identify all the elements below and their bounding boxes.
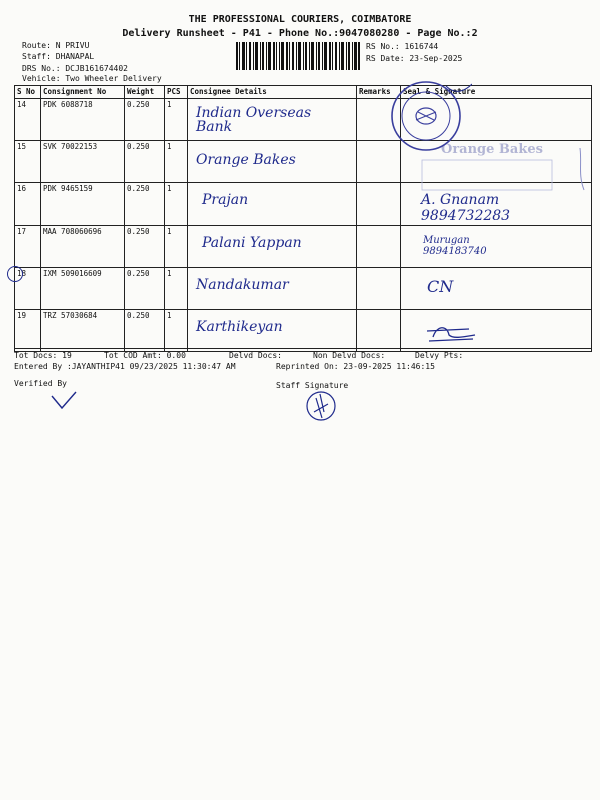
cell-sno: 17	[15, 226, 41, 268]
signature-handwriting: CN	[427, 277, 454, 296]
cell-pcs: 1	[165, 268, 188, 310]
cell-remarks	[357, 183, 401, 226]
cell-consignment: MAA 708060696	[41, 226, 125, 268]
table-row	[15, 226, 592, 268]
consignee-handwriting: Prajan	[202, 192, 249, 208]
table-row	[15, 99, 592, 141]
col-header-weight: Weight	[125, 86, 165, 99]
col-header-consignment: Consignment No	[41, 86, 125, 99]
barcode-image	[236, 42, 360, 70]
cell-sno: 15	[15, 141, 41, 183]
cell-weight: 0.250	[125, 226, 165, 268]
orange-bakes-stamp	[420, 144, 590, 196]
cell-pcs: 1	[165, 310, 188, 352]
cell-remarks	[357, 268, 401, 310]
cell-sno: 19	[15, 310, 41, 352]
cell-pcs: 1	[165, 226, 188, 268]
cell-signature	[401, 268, 592, 310]
route-label: Route: N PRIVU	[22, 41, 90, 50]
staff-label: Staff: DHANAPAL	[22, 52, 95, 61]
cell-remarks	[357, 226, 401, 268]
consignee-handwriting: Palani Yappan	[202, 235, 302, 251]
cell-signature	[401, 226, 592, 268]
cell-weight: 0.250	[125, 99, 165, 141]
table-row	[15, 268, 592, 310]
cell-consignment: IXM 509016609	[41, 268, 125, 310]
total-cod-amount: Tot COD Amt: 0.00	[104, 351, 186, 360]
cell-remarks	[357, 310, 401, 352]
consignee-handwriting: Orange Bakes	[196, 152, 296, 168]
cell-consignee	[188, 99, 357, 141]
non-delivered-docs: Non Delvd Docs:	[313, 351, 386, 360]
verified-by-label: Verified By	[14, 379, 67, 388]
cell-consignment: TRZ 57030684	[41, 310, 125, 352]
cell-weight: 0.250	[125, 310, 165, 352]
verified-tick-mark	[50, 390, 80, 412]
footer-divider	[14, 348, 591, 349]
circle-mark	[7, 266, 23, 282]
document-title: THE PROFESSIONAL COURIERS, COIMBATORE	[188, 14, 412, 25]
consignee-handwriting: Nandakumar	[196, 277, 289, 293]
cell-consignee	[188, 268, 357, 310]
row-sno: 18	[17, 269, 27, 278]
cell-consignment: SVK 70022153	[41, 141, 125, 183]
cell-weight: 0.250	[125, 183, 165, 226]
cell-sno	[15, 268, 41, 310]
col-header-signature: Seal & Signature	[401, 86, 592, 99]
cell-consignee	[188, 183, 357, 226]
staff-signature-mark	[304, 390, 340, 424]
orange-bakes-stamp-text: Orange Bakes	[441, 142, 543, 157]
cell-signature	[401, 310, 592, 352]
cell-consignment: PDK 6088718	[41, 99, 125, 141]
col-header-pcs: PCS	[165, 86, 188, 99]
runsheet-table	[14, 85, 592, 352]
cell-sno: 14	[15, 99, 41, 141]
delivery-points: Delvy Pts:	[415, 351, 464, 360]
col-header-consignee: Consignee Details	[188, 86, 357, 99]
signature-handwriting: A. Gnanam 9894732283	[421, 192, 511, 224]
rs-date: RS Date: 23-Sep-2025	[366, 54, 463, 63]
scribble-signature	[423, 317, 483, 347]
table-row	[15, 310, 592, 352]
consignee-handwriting: Indian Overseas Bank	[196, 105, 312, 135]
vehicle-label: Vehicle: Two Wheeler Delivery	[22, 74, 162, 83]
consignee-handwriting: Karthikeyan	[196, 319, 283, 335]
cell-consignee	[188, 141, 357, 183]
delivered-docs: Delvd Docs:	[229, 351, 282, 360]
entered-by: Entered By :JAYANTHIP41 09/23/2025 11:30:47 AM	[14, 362, 236, 371]
rs-number: RS No.: 1616744	[366, 42, 439, 51]
reprinted-on: Reprinted On: 23-09-2025 11:46:15	[276, 362, 435, 371]
drs-number: DRS No.: DCJB161674402	[22, 64, 128, 73]
staff-signature-label: Staff Signature	[276, 381, 349, 390]
col-header-remarks: Remarks	[357, 86, 401, 99]
signature-handwriting: Murugan 9894183740	[423, 235, 487, 257]
col-header-sno: S No	[15, 86, 41, 99]
cell-weight: 0.250	[125, 268, 165, 310]
cell-pcs: 1	[165, 183, 188, 226]
cell-consignee	[188, 310, 357, 352]
table-header-row	[15, 86, 592, 99]
cell-consignment: PDK 9465159	[41, 183, 125, 226]
cell-pcs: 1	[165, 99, 188, 141]
total-docs: Tot Docs: 19	[14, 351, 72, 360]
document-subtitle: Delivery Runsheet - P41 - Phone No.:9047080280 - Page No.:2	[122, 28, 478, 39]
cell-pcs: 1	[165, 141, 188, 183]
cell-consignee	[188, 226, 357, 268]
cell-sno: 16	[15, 183, 41, 226]
cell-weight: 0.250	[125, 141, 165, 183]
